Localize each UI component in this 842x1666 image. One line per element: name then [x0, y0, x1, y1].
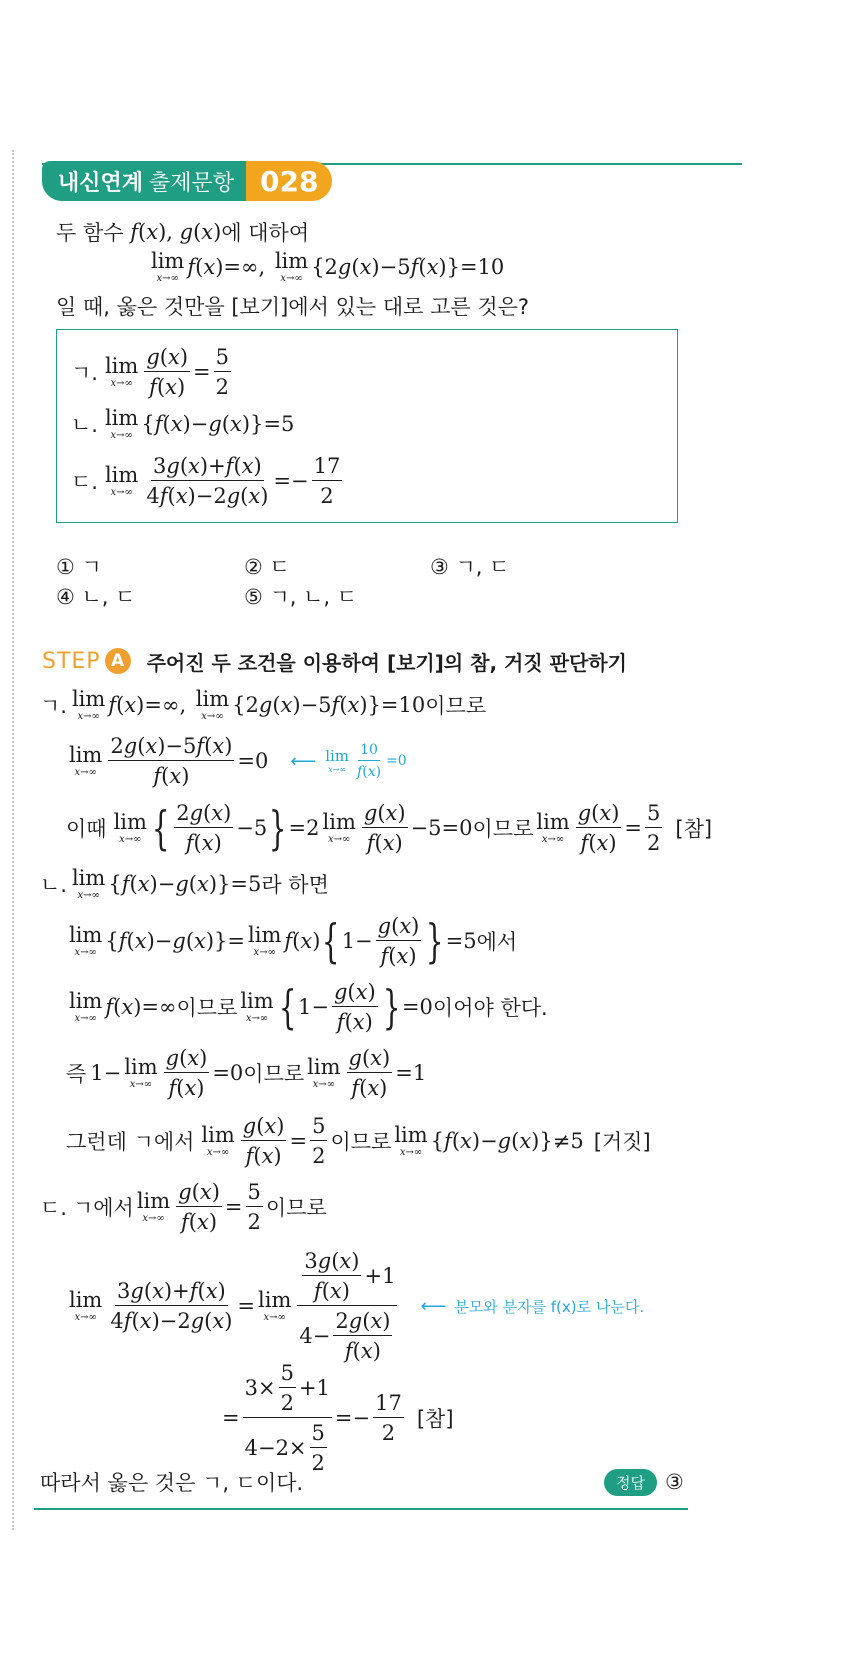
sol-c-line-2: lim x→∞ $\frac{3g(x)+f(x)}{4f(x)-2g(x)}$ = lim x→∞ 3g(x) f(x) +1 4− $\frac{2g(x)}{f(x)}$ ⟵ 분모와 분자를 f(x)로 나눈다. [69, 1248, 645, 1364]
tag-label [42, 161, 260, 201]
sol-b-line-2: lim x→∞ { f ( x )− g ( x )}= lim x→∞ f ( x ) { 1− $\frac{g(x)}{f(x)}$ } =5 에서 [69, 913, 518, 968]
choice-2[interactable]: ② ㄷ [244, 555, 290, 579]
sol-b-line-4: 즉 1− lim x→∞ $\frac{g(x)}{f(x)}$ =0 이므로 lim x→∞ $\frac{g(x)}{f(x)}$ =1 [66, 1045, 427, 1100]
choice-5[interactable]: ⑤ ㄱ, ㄴ, ㄷ [244, 585, 358, 609]
sol-a-line-2: lim x→∞ $\frac{2g(x)-5f(x)}{f(x)}$ =0 ⟵ lim x→∞ $\frac{10}{f(x)}$ =0 [69, 733, 407, 788]
bogi-item-c: ㄷ. lim x→∞ $\frac{3g(x)+f(x)}{4f(x)-2g(x)}$ =− $\frac{17}{2}$ [71, 453, 341, 508]
problem-tag [42, 161, 332, 201]
step-title: 주어진 두 조건을 이용하여 [보기]의 참, 거짓 판단하기 [146, 650, 627, 675]
choice-1[interactable]: ① ㄱ [56, 555, 102, 579]
bogi-item-a: ㄱ. lim x→∞ $\frac{g(x)}{f(x)}$ = $\frac{5}{2}$ [71, 344, 230, 399]
note-c: 분모와 분자를 f(x)로 나눈다. [454, 1297, 645, 1316]
tag-text: 출제문항 [149, 170, 235, 196]
sol-a-line-1: ㄱ. lim x→∞ f ( x )=∞, lim x→∞ {2 g ( x )−5 f ( x )}=10 이므로 [40, 686, 487, 722]
step-badge: A [105, 648, 131, 674]
answer [604, 1468, 684, 1496]
bottom-rule [34, 1508, 688, 1510]
tag-bold: 내신연계 [58, 170, 144, 196]
bogi-box [56, 329, 678, 523]
sol-a-line-3: 이때 lim x→∞ { 2g(x) f(x) −5 } =2 lim x→∞ g(x) f(x) −5=0 이므로 lim x→∞ $\frac{g(x)}{f(x)}$ = $\frac{5}{2}$ [참] [66, 800, 713, 855]
choice-4[interactable]: ④ ㄴ, ㄷ [56, 585, 136, 609]
step-label: STEP [42, 648, 101, 674]
problem-number: 028 [246, 161, 332, 201]
problem-condition: lim x→∞ f ( x )=∞, lim x→∞ {2 g ( x )−5 f ( x )}=10 [151, 248, 505, 284]
problem-question: 일 때, 옳은 것만을 [보기]에서 있는 대로 고른 것은? [56, 295, 530, 319]
sol-b-line-3: lim x→∞ f ( x )=∞ 이므로 lim x→∞ { 1− $\frac{g(x)}{f(x)}$ } =0 이어야 한다. [69, 979, 548, 1034]
note-a: lim x→∞ $\frac{10}{f(x)}$ =0 [325, 741, 407, 780]
answer-value: ③ [664, 1470, 684, 1494]
sol-b-line-1: ㄴ. lim x→∞ { f ( x )− g ( x )}=5 라 하면 [40, 865, 329, 901]
sol-c-line-3: = 3× $\frac{5}{2}$ +1 4−2× $\frac{5}{2}$ =− $\frac{17}{2}$ [참] [222, 1360, 454, 1476]
conclusion: 따라서 옳은 것은 ㄱ, ㄷ이다. [40, 1471, 304, 1495]
sol-c-line-1: ㄷ. ㄱ에서 lim x→∞ $\frac{g(x)}{f(x)}$ = $\frac{5}{2}$ 이므로 [40, 1179, 327, 1234]
sol-b-line-5: 그런데 ㄱ에서 lim x→∞ $\frac{g(x)}{f(x)}$ = $\frac{5}{2}$ 이므로 lim x→∞ { f ( x )− g ( x )}≠5 [거짓] [66, 1113, 651, 1168]
note-arrow: ⟵ [290, 750, 317, 772]
margin-rule [12, 150, 14, 1530]
choice-3[interactable]: ③ ㄱ, ㄷ [430, 555, 510, 579]
problem-line-1: 두 함수 f ( x ), g ( x ) 에 대하여 [56, 220, 310, 245]
step-header [42, 646, 627, 676]
bogi-item-b: ㄴ. lim x→∞ { f ( x )− g ( x )}=5 [71, 405, 295, 441]
answer-label: 정답 [604, 1469, 657, 1496]
note-arrow: ⟵ [420, 1295, 447, 1317]
